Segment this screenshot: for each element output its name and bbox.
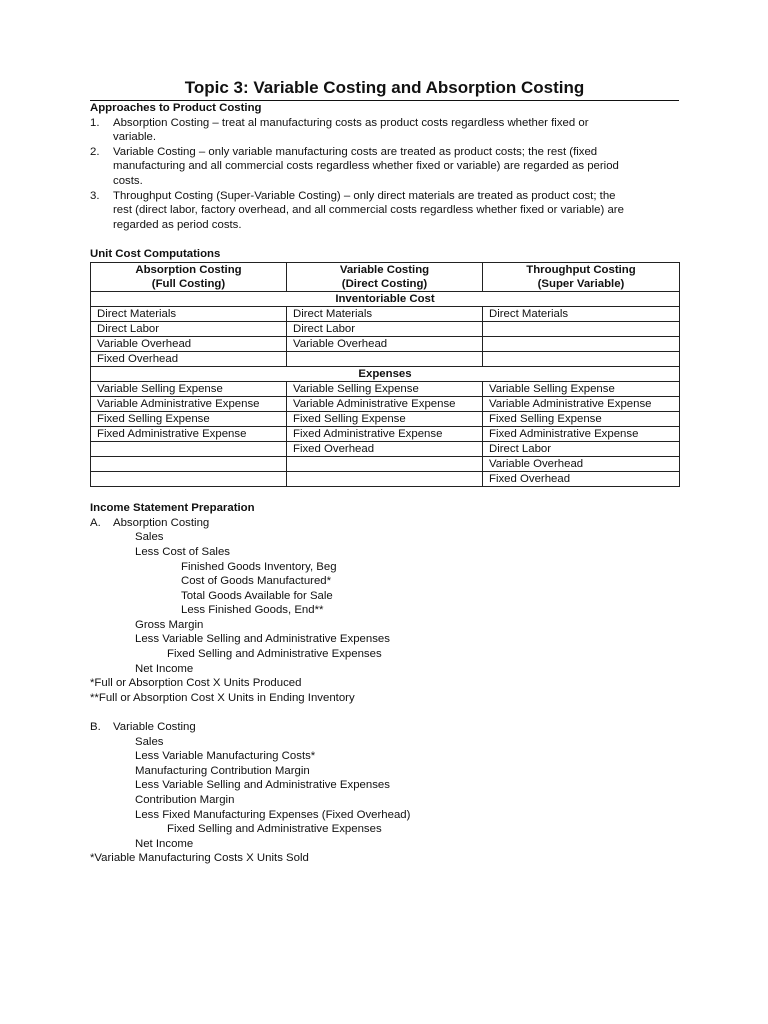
table-cell (483, 336, 680, 351)
approach-line: regarded as period costs. (113, 218, 242, 231)
table-cell: Fixed Overhead (91, 351, 287, 366)
table-cell (287, 471, 483, 486)
variable-statement-lines (90, 735, 679, 852)
header-throughput: Throughput Costing (Super Variable) (483, 262, 680, 291)
spacer (90, 705, 679, 720)
statement-line: Fixed Selling and Administrative Expenses (167, 823, 382, 836)
table-row (91, 306, 680, 321)
statement-line: Less Variable Selling and Administrative Expenses (135, 633, 390, 646)
table-cell (483, 351, 680, 366)
statement-line: Gross Margin (135, 618, 204, 631)
table-row (91, 471, 680, 486)
approach-number: 2. (90, 145, 100, 158)
table-cell: Fixed Overhead (287, 441, 483, 456)
approach-line: costs. (113, 174, 143, 187)
footnote: *Variable Manufacturing Costs X Units Sold (90, 852, 309, 865)
table-cell: Variable Overhead (483, 456, 680, 471)
table-cell: Direct Labor (483, 441, 680, 456)
table-row (91, 411, 680, 426)
inventoriable-section-row (91, 291, 680, 306)
statement-line: Fixed Selling and Administrative Expenses (167, 648, 382, 661)
table-row (91, 321, 680, 336)
table-row (91, 441, 680, 456)
table-row (91, 381, 680, 396)
table-cell: Direct Materials (91, 306, 287, 321)
table-cell: Direct Materials (483, 306, 680, 321)
approach-number: 1. (90, 116, 100, 129)
expenses-section-row (91, 366, 680, 381)
table-cell: Fixed Administrative Expense (91, 426, 287, 441)
table-cell: Fixed Selling Expense (287, 411, 483, 426)
approach-line: Throughput Costing (Super-Variable Costing) – only direct materials are treated as product cost; the (113, 189, 616, 202)
statement-line: Sales (135, 531, 164, 544)
approaches-heading: Approaches to Product Costing (90, 102, 262, 114)
table-cell: Variable Selling Expense (483, 381, 680, 396)
variable-notes (90, 851, 679, 866)
section-b-title: B. Variable Costing (90, 721, 196, 734)
approach-line: rest (direct labor, factory overhead, and all commercial costs regardless whether fixed or variable) are (113, 204, 624, 217)
statement-line: Sales (135, 735, 164, 748)
table-cell: Fixed Selling Expense (91, 411, 287, 426)
table-cell: Variable Selling Expense (287, 381, 483, 396)
statement-line: Net Income (135, 662, 194, 675)
statement-line: Net Income (135, 837, 194, 850)
table-cell: Variable Selling Expense (91, 381, 287, 396)
page-title: Topic 3: Variable Costing and Absorption Costing (90, 78, 679, 101)
statement-line: Manufacturing Contribution Margin (135, 764, 310, 777)
statement-line: Less Finished Goods, End** (181, 604, 324, 617)
table-cell: Fixed Overhead (483, 471, 680, 486)
absorption-notes (90, 676, 679, 705)
table-row (91, 456, 680, 471)
table-row (91, 426, 680, 441)
table-row (91, 336, 680, 351)
table-header-row (91, 262, 680, 291)
inventoriable-section-label: Inventoriable Cost (91, 291, 680, 306)
table-cell (91, 471, 287, 486)
table-cell (287, 351, 483, 366)
unit-cost-heading: Unit Cost Computations (90, 247, 221, 260)
spacer (90, 487, 679, 502)
statement-line: Contribution Margin (135, 794, 235, 806)
table-cell: Fixed Administrative Expense (483, 426, 680, 441)
statement-line: Less Cost of Sales (135, 545, 230, 558)
approach-line: manufacturing and all commercial costs regardless whether fixed or variable) are regarded as period (113, 160, 619, 173)
table-cell: Fixed Administrative Expense (287, 426, 483, 441)
approach-line: Absorption Costing – treat al manufacturing costs as product costs regardless whether fixed or (113, 116, 589, 129)
table-cell: Fixed Selling Expense (483, 411, 680, 426)
table-cell (483, 321, 680, 336)
table-cell: Variable Administrative Expense (91, 396, 287, 411)
approach-item (90, 116, 679, 145)
statement-line: Less Variable Selling and Administrative Expenses (135, 779, 390, 792)
approaches-list (90, 116, 679, 233)
table-cell: Variable Administrative Expense (483, 396, 680, 411)
statement-line: Total Goods Available for Sale (181, 589, 333, 602)
table-cell: Direct Labor (91, 321, 287, 336)
spacer (90, 232, 679, 247)
statement-line: Finished Goods Inventory, Beg (181, 560, 337, 573)
table-cell: Variable Overhead (91, 336, 287, 351)
income-statement-heading: Income Statement Preparation (90, 502, 255, 515)
table-cell: Direct Materials (287, 306, 483, 321)
table-cell: Direct Labor (287, 321, 483, 336)
footnote: **Full or Absorption Cost X Units in Ending Inventory (90, 691, 355, 704)
table-cell (287, 456, 483, 471)
approach-line: variable. (113, 131, 157, 144)
approach-number: 3. (90, 189, 100, 202)
table-cell: Variable Administrative Expense (287, 396, 483, 411)
table-cell (91, 441, 287, 456)
header-absorption: Absorption Costing (Full Costing) (91, 262, 287, 291)
table-row (91, 351, 680, 366)
table-cell (91, 456, 287, 471)
footnote: *Full or Absorption Cost X Units Produced (90, 677, 302, 690)
unit-cost-body (91, 291, 680, 486)
absorption-statement-lines (90, 530, 679, 676)
header-variable: Variable Costing (Direct Costing) (287, 262, 483, 291)
approach-item (90, 189, 679, 233)
table-row (91, 396, 680, 411)
table-cell: Variable Overhead (287, 336, 483, 351)
approach-item (90, 145, 679, 189)
approach-line: Variable Costing – only variable manufacturing costs are treated as product costs; the rest (fixed (113, 145, 598, 158)
statement-line: Cost of Goods Manufactured* (181, 575, 332, 588)
section-a-title: A. Absorption Costing (90, 516, 210, 529)
document-page (90, 78, 679, 866)
statement-line: Less Variable Manufacturing Costs* (135, 750, 316, 763)
unit-cost-table (90, 262, 680, 487)
statement-line: Less Fixed Manufacturing Expenses (Fixed Overhead) (135, 808, 411, 821)
expenses-section-label: Expenses (91, 366, 680, 381)
